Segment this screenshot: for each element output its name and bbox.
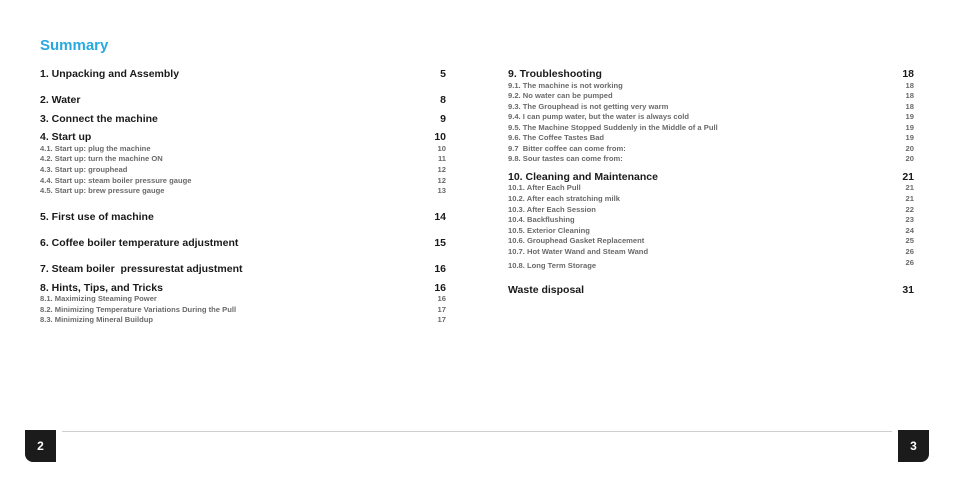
toc-entry-label: 8.2. Minimizing Temperature Variations During the Pull [40, 305, 237, 314]
page-title: Summary [40, 37, 109, 54]
toc-entry-label: 1. Unpacking and Assembly [40, 68, 180, 80]
toc-entry-label: 7. Steam boiler pressurestat adjustment [40, 263, 243, 275]
toc-entry-page: 14 [434, 211, 446, 223]
toc-subentry[interactable] [508, 247, 914, 256]
toc-entry-label: 4. Start up [40, 131, 92, 143]
toc-entry-label: 10.3. After Each Session [508, 205, 596, 214]
toc-entry-page: 8 [440, 94, 446, 106]
toc-entry-page: 23 [905, 215, 914, 224]
toc-entry[interactable] [508, 68, 914, 80]
toc-entry-label: 9.6. The Coffee Tastes Bad [508, 133, 605, 142]
toc-entry-label: 9.2. No water can be pumped [508, 91, 613, 100]
toc-subentry[interactable] [508, 183, 914, 192]
toc-entry-page: 31 [902, 284, 914, 296]
toc-subentry[interactable] [508, 91, 914, 100]
toc-subentry[interactable] [508, 133, 914, 142]
toc-entry-label: 10.1. After Each Pull [508, 183, 581, 192]
toc-entry-page: 17 [437, 305, 446, 314]
toc-subentry[interactable] [40, 294, 446, 303]
toc-entry-label: 9.3. The Grouphead is not getting very warm [508, 102, 669, 111]
footer-divider [62, 431, 892, 432]
toc-entry[interactable] [40, 113, 446, 125]
toc-entry-label: 10.6. Grouphead Gasket Replacement [508, 236, 645, 245]
toc-entry-label: 9. Troubleshooting [508, 68, 602, 80]
toc-entry-label: 10.5. Exterior Cleaning [508, 226, 590, 235]
toc-entry-page: 16 [437, 294, 446, 303]
toc-entry-label: 8.1. Maximizing Steaming Power [40, 294, 157, 303]
toc-entry-page: 21 [902, 171, 914, 183]
toc-subentry[interactable] [40, 176, 446, 185]
toc-subentry[interactable] [508, 236, 914, 245]
toc-entry-label: 4.4. Start up: steam boiler pressure gauge [40, 176, 192, 185]
toc-subentry[interactable] [508, 258, 914, 270]
toc-subentry[interactable] [508, 102, 914, 111]
toc-entry[interactable] [40, 131, 446, 143]
toc-entry-page: 26 [905, 258, 914, 267]
page-number-right: 3 [898, 430, 929, 462]
toc-entry-label: 6. Coffee boiler temperature adjustment [40, 237, 239, 249]
toc-subentry[interactable] [508, 205, 914, 214]
toc-entry[interactable] [40, 68, 446, 80]
toc-entry[interactable] [40, 263, 446, 275]
toc-entry-page: 21 [905, 194, 914, 203]
toc-subentry[interactable] [40, 165, 446, 174]
toc-entry-page: 12 [437, 176, 446, 185]
toc-subentry[interactable] [40, 154, 446, 163]
toc-entry-page: 10 [437, 144, 446, 153]
toc-entry-page: 18 [902, 68, 914, 80]
toc-entry-label: 10.4. Backflushing [508, 215, 575, 224]
toc-entry-label: 9.5. The Machine Stopped Suddenly in the Middle of a Pull [508, 123, 718, 132]
toc-entry-label: 9.1. The machine is not working [508, 81, 623, 90]
toc-entry-page: 15 [434, 237, 446, 249]
toc-entry-page: 16 [434, 282, 446, 294]
toc-entry-label: 8. Hints, Tips, and Tricks [40, 282, 163, 294]
toc-subentry[interactable] [508, 226, 914, 235]
toc-entry-label: 4.5. Start up: brew pressure gauge [40, 186, 165, 195]
toc-subentry[interactable] [508, 123, 914, 132]
toc-entry-page: 9 [440, 113, 446, 125]
toc-entry-page: 18 [905, 91, 914, 100]
toc-entry-label: 10.8. Long Term Storage [508, 261, 597, 270]
toc-entry[interactable] [40, 94, 446, 106]
toc-entry-label: 3. Connect the machine [40, 113, 158, 125]
toc-entry-label: 9.8. Sour tastes can come from: [508, 154, 623, 163]
toc-subentry[interactable] [508, 81, 914, 90]
toc-entry[interactable] [40, 237, 446, 249]
toc-entry-page: 16 [434, 263, 446, 275]
toc-entry-label: 10.2. After each stratching milk [508, 194, 620, 203]
toc-entry-page: 18 [905, 81, 914, 90]
toc-entry-page: 21 [905, 183, 914, 192]
toc-entry-page: 19 [905, 123, 914, 132]
toc-subentry[interactable] [40, 305, 446, 314]
toc-entry-page: 13 [437, 186, 446, 195]
toc-entry-page: 11 [437, 154, 446, 163]
toc-entry-label: 9.7 Bitter coffee can come from: [508, 144, 626, 153]
toc-entry-page: 24 [905, 226, 914, 235]
toc-entry-page: 5 [440, 68, 446, 80]
toc-entry-label: 4.3. Start up: grouphead [40, 165, 128, 174]
toc-entry-page: 26 [905, 247, 914, 256]
toc-entry[interactable] [40, 211, 446, 223]
toc-subentry[interactable] [508, 144, 914, 153]
toc-entry-page: 19 [905, 133, 914, 142]
toc-entry-label: 9.4. I can pump water, but the water is always cold [508, 112, 690, 121]
toc-entry-label: 2. Water [40, 94, 81, 106]
toc-subentry[interactable] [508, 154, 914, 163]
toc-entry-page: 10 [434, 131, 446, 143]
toc-entry-label: 10.7. Hot Water Wand and Steam Wand [508, 247, 649, 256]
toc-entry[interactable] [508, 171, 914, 183]
toc-subentry[interactable] [40, 315, 446, 324]
toc-entry-page: 20 [905, 154, 914, 163]
toc-entry-label: 4.2. Start up: turn the machine ON [40, 154, 163, 163]
toc-entry-label: 8.3. Minimizing Mineral Buildup [40, 315, 154, 324]
toc-entry-page: 22 [905, 205, 914, 214]
toc-entry-page: 19 [905, 112, 914, 121]
toc-entry-page: 18 [905, 102, 914, 111]
toc-entry-label: 4.1. Start up: plug the machine [40, 144, 151, 153]
toc-subentry[interactable] [508, 194, 914, 203]
toc-entry-label: 5. First use of machine [40, 211, 154, 223]
toc-entry-label: 10. Cleaning and Maintenance [508, 171, 658, 183]
toc-subentry[interactable] [508, 215, 914, 224]
toc-entry-label: Waste disposal [508, 284, 585, 296]
toc-entry-page: 12 [437, 165, 446, 174]
toc-entry-page: 25 [905, 236, 914, 245]
toc-subentry[interactable] [40, 144, 446, 153]
page-number-left: 2 [25, 430, 56, 462]
toc-entry-page: 20 [905, 144, 914, 153]
toc-subentry[interactable] [508, 112, 914, 121]
toc-entry-page: 17 [437, 315, 446, 324]
toc-entry[interactable] [508, 284, 914, 296]
toc-entry[interactable] [40, 282, 446, 294]
toc-subentry[interactable] [40, 186, 446, 195]
